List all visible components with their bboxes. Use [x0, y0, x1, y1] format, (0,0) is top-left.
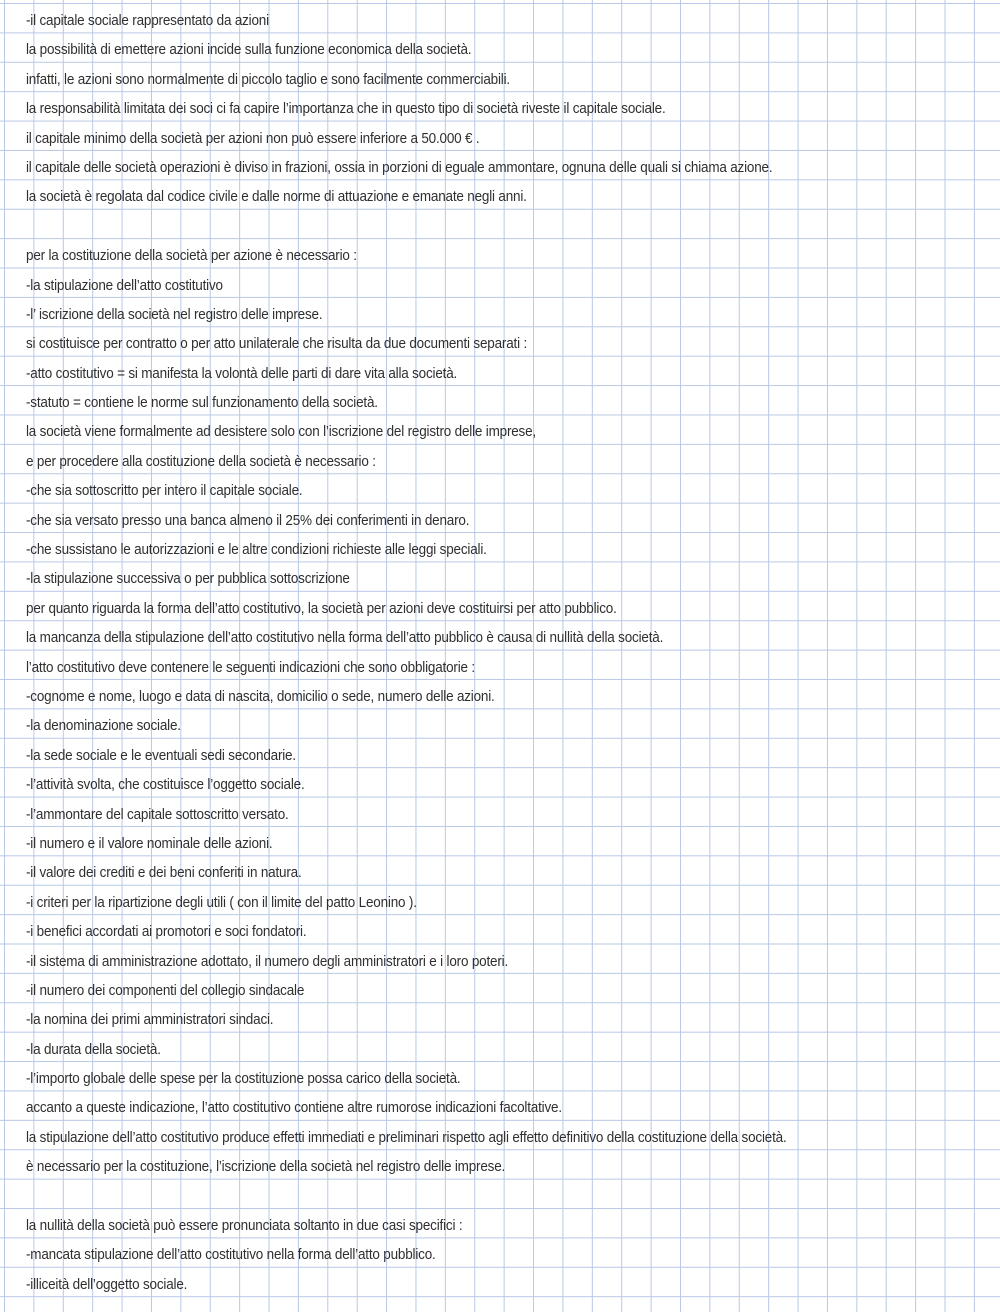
note-line: infatti, le azioni sono normalmente di piccolo taglio e sono facilmente commerciabili. [26, 71, 510, 88]
note-line: la mancanza della stipulazione dell’atto costitutivo nella forma dell’atto pubblico è causa di nullità della società. [26, 630, 664, 647]
note-line: -che sia sottoscritto per intero il capitale sociale. [26, 483, 303, 500]
note-line: si costituisce per contratto o per atto unilaterale che risulta da due documenti separati : [26, 336, 528, 353]
blank-line [26, 213, 928, 242]
note-line: l’atto costitutivo deve contenere le seguenti indicazioni che sono obbligatorie : [26, 659, 475, 676]
note-line: -cognome e nome, luogo e data di nascita, domicilio o sede, numero delle azioni. [26, 688, 495, 705]
note-line: -la stipulazione successiva o per pubblica sottoscrizione [26, 571, 350, 588]
note-line: -mancata stipulazione dell’atto costitutivo nella forma dell’atto pubblico. [26, 1247, 436, 1264]
note-line: -i benefici accordati ai promotori e soci fondatori. [26, 924, 307, 941]
note-line: -l’attività svolta, che costituisce l’oggetto sociale. [26, 777, 305, 794]
note-line: -atto costitutivo = si manifesta la volontà delle parti di dare vita alla società. [26, 365, 458, 382]
note-line: il capitale minimo della società per azioni non può essere inferiore a 50.000 € . [26, 130, 480, 147]
note-line: -che sia versato presso una banca almeno il 25% dei conferimenti in denaro. [26, 512, 470, 529]
note-line: -l’importo globale delle spese per la costituzione possa carico della società. [26, 1071, 461, 1088]
note-line: la società è regolata dal codice civile e dalle norme di attuazione e emanate negli anni. [26, 189, 527, 206]
note-line: -i criteri per la ripartizione degli utili ( con il limite del patto Leonino ). [26, 894, 417, 911]
note-line: -illiceità dell’oggetto sociale. [26, 1276, 188, 1293]
note-line: -la sede sociale e le eventuali sedi secondarie. [26, 747, 296, 764]
note-line: e per procedere alla costituzione della società è necessario : [26, 453, 376, 470]
note-line: la nullità della società può essere pronunciata soltanto in due casi specifici : [26, 1218, 463, 1235]
note-line: è necessario per la costituzione, l’iscrizione della società nel registro delle imprese. [26, 1159, 506, 1176]
note-line: -il sistema di amministrazione adottato, il numero degli amministratori e i loro poteri. [26, 953, 509, 970]
note-line: -statuto = contiene le norme sul funzionamento della società. [26, 395, 378, 412]
note-line: la società viene formalmente ad desistere solo con l’iscrizione del registro delle imprese, [26, 424, 537, 441]
note-line: -il numero dei componenti del collegio sindacale [26, 982, 305, 999]
note-line: accanto a queste indicazione, l’atto costitutivo contiene altre rumorose indicazioni facoltative. [26, 1100, 562, 1117]
note-line: la stipulazione dell’atto costitutivo produce effetti immediati e preliminari rispetto agli effetto definitivo della costituzione della società. [26, 1129, 787, 1146]
note-line: la possibilità di emettere azioni incide sulla funzione economica della società. [26, 42, 472, 59]
note-line: -l’ammontare del capitale sottoscritto versato. [26, 806, 289, 823]
blank-line [26, 1183, 928, 1212]
note-line: -la denominazione sociale. [26, 718, 181, 735]
note-line: per la costituzione della società per azione è necessario : [26, 248, 357, 265]
note-line: -il valore dei crediti e dei beni conferiti in natura. [26, 865, 302, 882]
note-line: per quanto riguarda la forma dell’atto costitutivo, la società per azioni deve costituirsi per atto pubblico. [26, 600, 617, 617]
note-line: -l’ iscrizione della società nel registro delle imprese. [26, 306, 323, 323]
notebook-page [26, 7, 996, 1300]
note-line: -il numero e il valore nominale delle azioni. [26, 835, 273, 852]
note-line: -la nomina dei primi amministratori sindaci. [26, 1012, 274, 1029]
note-line: -la stipulazione dell’atto costitutivo [26, 277, 223, 294]
note-line: -che sussistano le autorizzazioni e le altre condizioni richieste alle leggi speciali. [26, 542, 487, 559]
note-line: la responsabilità limitata dei soci ci fa capire l’importanza che in questo tipo di società riveste il capitale sociale. [26, 101, 666, 118]
note-line: il capitale delle società operazioni è diviso in frazioni, ossia in porzioni di eguale ammontare, ognuna delle quali si chiama azione. [26, 159, 773, 176]
note-line: -la durata della società. [26, 1041, 161, 1058]
note-line: -il capitale sociale rappresentato da azioni [26, 13, 269, 29]
